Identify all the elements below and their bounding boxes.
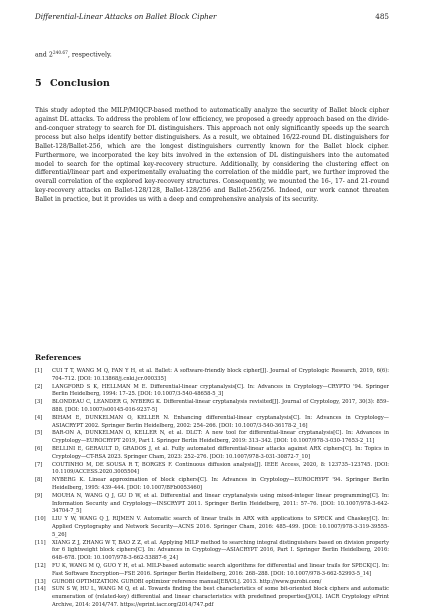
reference-text: XIANG Z J, ZHANG W T, BAO Z Z, et al. Applying MILP method to searching integral distinguishers based on division property for 6 lightweight block ciphers[C]. In: Advances in Cryptology—ASIACRYPT 2016, Part I. Springer Berlin Heidelberg, 2016: 648–678. [DOI: 10.1007/978-3-662-53887-6_24] (52, 539, 389, 562)
reference-text: BLONDEAU C, LEANDER G, NYBERG K. Differential-linear cryptanalysis revisited[J]. Journal of Cryptology, 2017, 30(3): 859–888. [DOI: 10.1007/s00145-016-9237-5] (52, 399, 389, 413)
reference-label: [2] (35, 383, 43, 390)
reference-text: LIU Y W, WANG Q J, RIJMEN V. Automatic search of linear trails in ARX with applications to SPECK and Chaskey[C]. In: Applied Cryptography and Network Security—ACNS 2016. Springer Cham, 2016: 485–499. [DOI: 10.1007/978-3-319-39555-5_26] (52, 516, 389, 538)
references-heading: References (35, 353, 82, 362)
reference-item (35, 430, 389, 446)
reference-label: [6] (35, 445, 43, 452)
reference-text: NYBERG K. Linear approximation of block ciphers[C]. In: Advances in Cryptology—EUROCRYPT '94. Springer Berlin Heidelberg, 1995: 439–444. [DOI: 10.1007/BFb0053460] (52, 477, 389, 491)
reference-label: [12] (35, 562, 46, 569)
reference-label: [5] (35, 430, 43, 437)
page-number: 485 (375, 12, 389, 21)
reference-label: [4] (35, 414, 43, 421)
reference-item (35, 586, 389, 609)
reference-item (35, 446, 389, 462)
reference-item (35, 384, 389, 400)
continuation-prefix: and 2 (35, 51, 53, 59)
continuation-text (35, 51, 112, 59)
reference-item (35, 563, 389, 579)
reference-label: [14] (35, 586, 46, 593)
conclusion-paragraph: This study adopted the MILP/MIQCP-based method to automatically analyze the security of Ballet block cipher against DL attacks. To address the problem of low efficiency, we proposed a greedy approach based on the divide-and-conquer strategy to search for DL distinguishers. This approach not only significantly speeds up the search process but also helps identify better distinguishers. As a result, we obtained 16/22-round DL distinguishers for Ballet-128/Ballet-256, which are the longest distinguishers currently known for the Ballet block cipher. Furthermore, we incorporated the key bits involved in the extension of DL distinguishers into the automated model to search for the optimal key-recovery structure. Additionally, by considering the clustering effect on differential/linear part and experimentally evaluating the correlation of the middle part, we further improved the overall correlation of the explored key-recovery structures. Consequently, we mounted the 16-, 17- and 21-round key-recovery attacks on Ballet-128/128, Ballet-128/256 and Ballet-256/256. Indeed, our work cannot threaten Ballet in practice, but it provides us with a deep and comprehensive analysis of its security. (35, 107, 389, 204)
reference-label: [10] (35, 516, 46, 523)
reference-label: [3] (35, 399, 43, 406)
reference-item (35, 579, 389, 587)
reference-item (35, 415, 389, 431)
continuation-exponent: 240.67 (52, 51, 68, 56)
reference-text: COUTINHO M, DE SOUSA R T, BORGES F. Continuous diffusion analysis[J]. IEEE Access, 2020, 8: 123735–123745. [DOI: 10.1109/ACCESS.2020.3005504] (52, 461, 389, 476)
reference-text: BAR-ON A, DUNKELMAN O, KELLER N, et al. DLCT: A new tool for differential-linear cryptanalysis[C]. In: Advances in Cryptology—EUROCRYPT 2019, Part I. Springer Berlin Heidelberg, 2019: 313–342. [DOI: 10.1007/978-3-030-17653-2_11] (52, 430, 389, 445)
reference-text: BELLINI E, GERAULT D, GRADOS J, et al. Fully automated differential-linear attacks against ARX ciphers[C]. In: Topics in Cryptology—CT-RSA 2023. Springer Cham, 2023: 252–276. [DOI: 10.1007/978-3-031-30872-7_10] (52, 445, 389, 460)
reference-label: [1] (35, 368, 43, 374)
reference-text: FU K, WANG M Q, GUO Y H, et al. MILP-based automatic search algorithms for differential and linear trails for SPECK[C]. In: Fast Software Encryption—FSE 2016. Springer Berlin Heidelberg, 2016: 268–288. [DOI: 10.1007/978-3-662-52993-5_14] (52, 562, 389, 577)
reference-item (35, 477, 389, 493)
reference-text: LANGFORD S K, HELLMAN M E. Differential-linear cryptanalysis[C]. In: Advances in Cryptology—CRYPTO '94. Springer Berlin Heidelberg, 1994: 17–25. [DOI: 10.1007/3-540-48658-5_3] (52, 383, 389, 398)
reference-item (35, 368, 389, 384)
reference-label: [13] (35, 578, 46, 585)
running-title: Differential-Linear Attacks on Ballet Block Cipher (35, 12, 217, 21)
reference-label: [8] (35, 477, 43, 484)
reference-text: MOUHA N, WANG Q J, GU D W, et al. Differential and linear cryptanalysis using mixed-integer linear programming[C]. In: Information Security and Cryptology—INSCRYPT 2011. Springer Berlin Heidelberg, 2011: 57–76. [DOI: 10.1007/978-3-642-34704-7_5] (52, 492, 389, 515)
reference-text: GUROBI OPTIMIZATION. GUROBI optimizer reference manual[EB/OL]. 2013. http://www.gurobi.com/ (52, 578, 322, 585)
reference-item (35, 493, 389, 516)
reference-item (35, 540, 389, 563)
reference-text: SUN S W, HU L, WANG M Q, et al. Towards finding the best characteristics of some bit-oriented block ciphers and automatic enumeration of (related-key) differential and linear characteristics with predefined properties[J/OL]. IACR Cryptology ePrint Archive, 2014: 2014/747. https://eprint.iacr.org/2014/747.pdf (52, 586, 389, 608)
reference-label: [11] (35, 539, 46, 546)
reference-list (35, 368, 389, 610)
reference-text: BIHAM E, DUNKELMAN O, KELLER N. Enhancing differential-linear cryptanalysis[C]. In: Advances in Cryptology—ASIACRYPT 2002. Springer Berlin Heidelberg, 2002: 254–266. [DOI: 10.1007/3-540-36178-2_16] (52, 414, 389, 429)
reference-label: [9] (35, 492, 43, 499)
running-head (35, 12, 389, 24)
section-heading (35, 78, 110, 89)
section-title: Conclusion (50, 78, 110, 89)
reference-item (35, 516, 389, 539)
section-number: 5 (35, 78, 42, 89)
reference-label: [7] (35, 461, 43, 468)
reference-item (35, 462, 389, 478)
continuation-suffix: , respectively. (67, 51, 112, 59)
reference-item (35, 399, 389, 415)
reference-text: CUI T T, WANG M Q, FAN Y H, et al. Ballet: A software-friendly block cipher[J]. Journal of Cryptologic Research, 2019, 6(6): 704–712. [DOI: 10.13868/j.cnki.jcr.000335] (52, 368, 389, 382)
